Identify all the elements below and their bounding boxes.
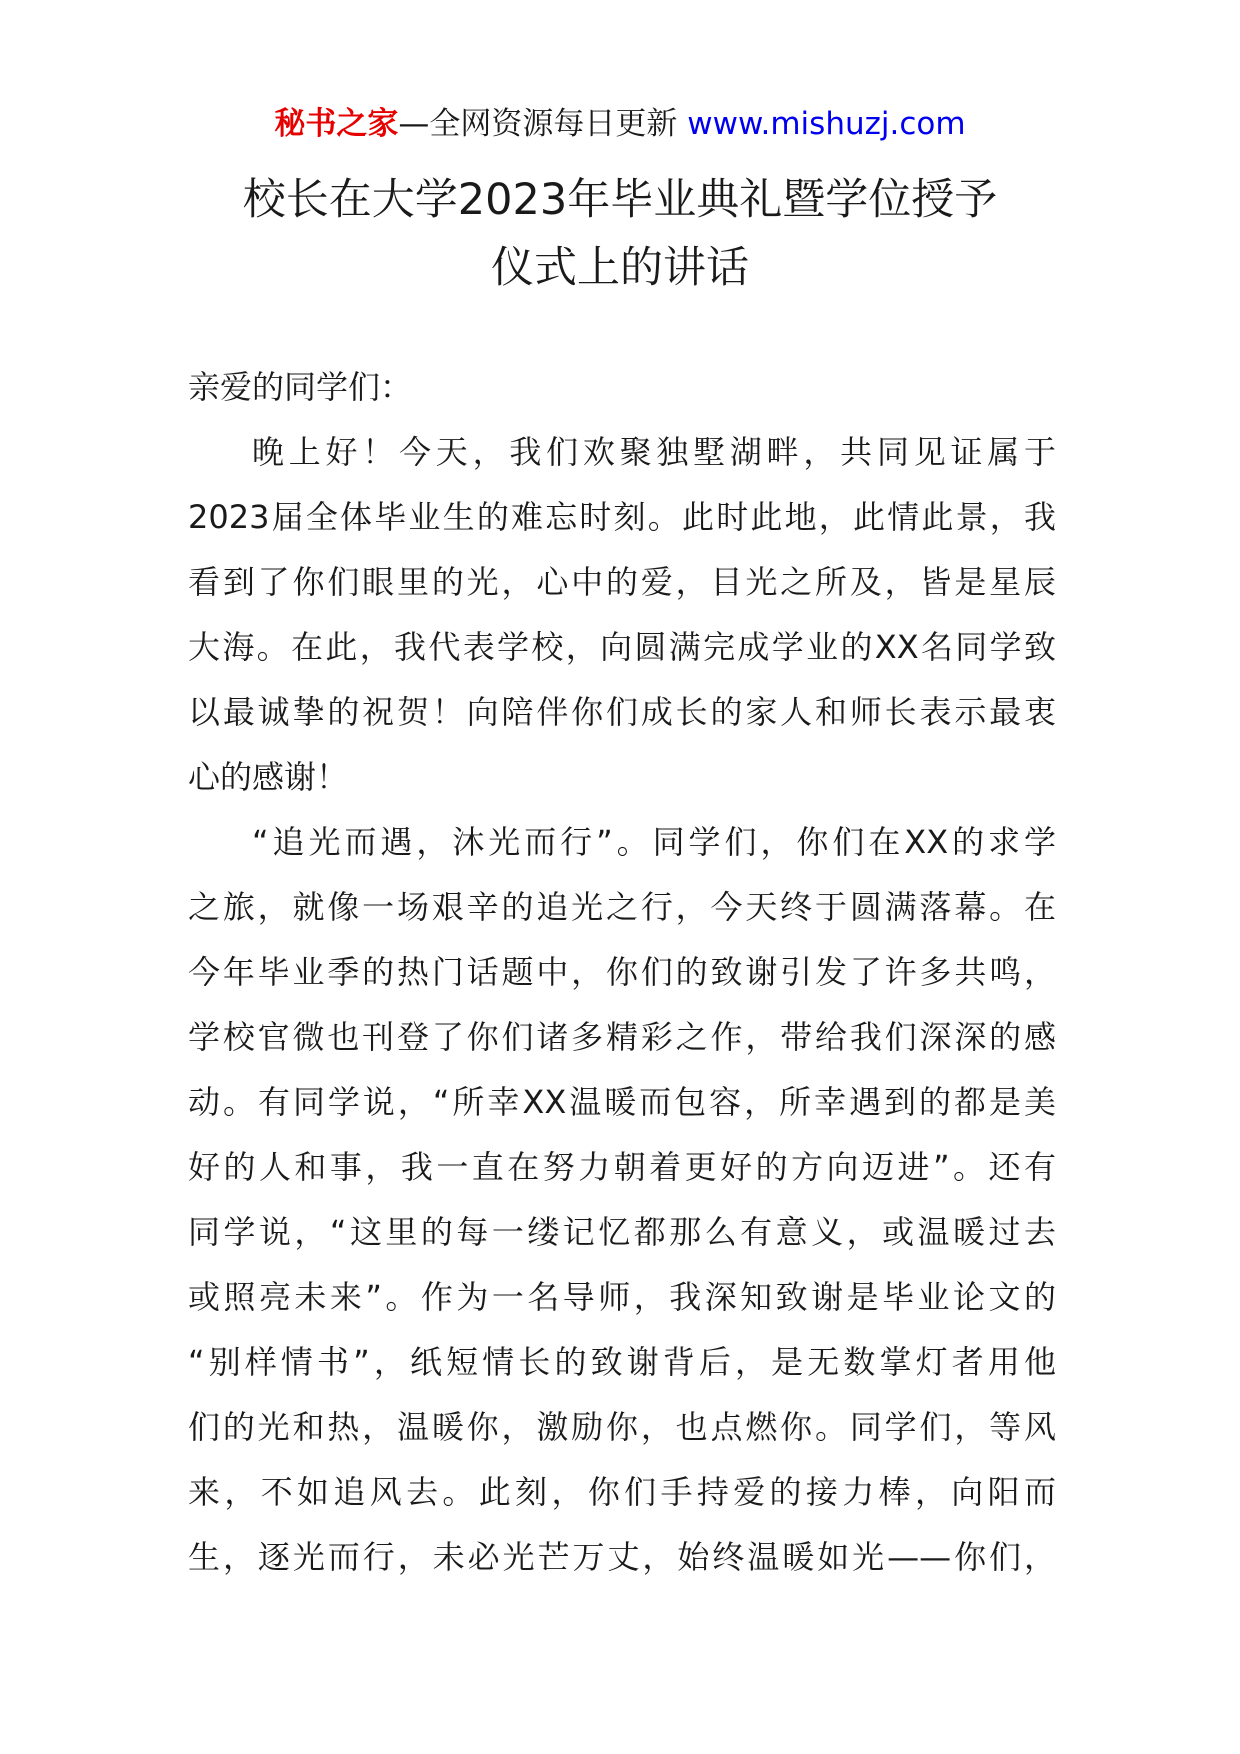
text-line: “追光而遇，沐光而行”。同学们，你们在XX的求学	[252, 823, 1056, 861]
text-line: 之旅，就像一场艰辛的追光之行，今天终于圆满落幕。在	[188, 888, 1056, 926]
text-line: 学校官微也刊登了你们诸多精彩之作，带给我们深深的感	[188, 1018, 1056, 1056]
text-line: 们的光和热，温暖你，激励你，也点燃你。同学们，等风	[188, 1408, 1056, 1446]
site-tagline: —全网资源每日更新	[398, 106, 688, 142]
site-header	[0, 104, 1240, 144]
text-line: 或照亮未来”。作为一名导师，我深知致谢是毕业论文的	[188, 1278, 1056, 1316]
text-line: 大海。在此，我代表学校，向圆满完成学业的XX名同学致	[188, 628, 1056, 666]
text-line: 心的感谢！	[188, 758, 349, 796]
site-name: 秘书之家	[274, 106, 399, 142]
text-line: 同学说，“这里的每一缕记忆都那么有意义，或温暖过去	[188, 1213, 1056, 1251]
salutation: 亲爱的同学们：	[188, 368, 413, 406]
document-title-line: 仪式上的讲话	[491, 243, 749, 293]
text-line: 来，不如追风去。此刻，你们手持爱的接力棒，向阳而	[188, 1473, 1056, 1511]
text-line: 以最诚挚的祝贺！向陪伴你们成长的家人和师长表示最衷	[188, 693, 1056, 731]
text-line: 2023届全体毕业生的难忘时刻。此时此地，此情此景，我	[188, 498, 1056, 536]
text-line: 晚上好！今天，我们欢聚独墅湖畔，共同见证属于	[252, 433, 1056, 471]
paragraph	[188, 420, 1056, 810]
text-line: 生，逐光而行，未必光芒万丈，始终温暖如光——你们，	[188, 1538, 1056, 1576]
document-title-line: 校长在大学2023年毕业典礼暨学位授予	[242, 175, 998, 225]
text-line: 好的人和事，我一直在努力朝着更好的方向迈进”。还有	[188, 1148, 1056, 1186]
text-line: “别样情书”，纸短情长的致谢背后，是无数掌灯者用他	[188, 1343, 1056, 1381]
document-title	[188, 166, 1052, 302]
text-line: 动。有同学说，“所幸XX温暖而包容，所幸遇到的都是美	[188, 1083, 1056, 1121]
document-body	[188, 355, 1056, 1590]
text-line: 看到了你们眼里的光，心中的爱，目光之所及，皆是星辰	[188, 563, 1056, 601]
text-line: 今年毕业季的热门话题中，你们的致谢引发了许多共鸣，	[188, 953, 1056, 991]
site-url-link[interactable]: www.mishuzj.com	[687, 106, 966, 142]
paragraph	[188, 810, 1056, 1590]
